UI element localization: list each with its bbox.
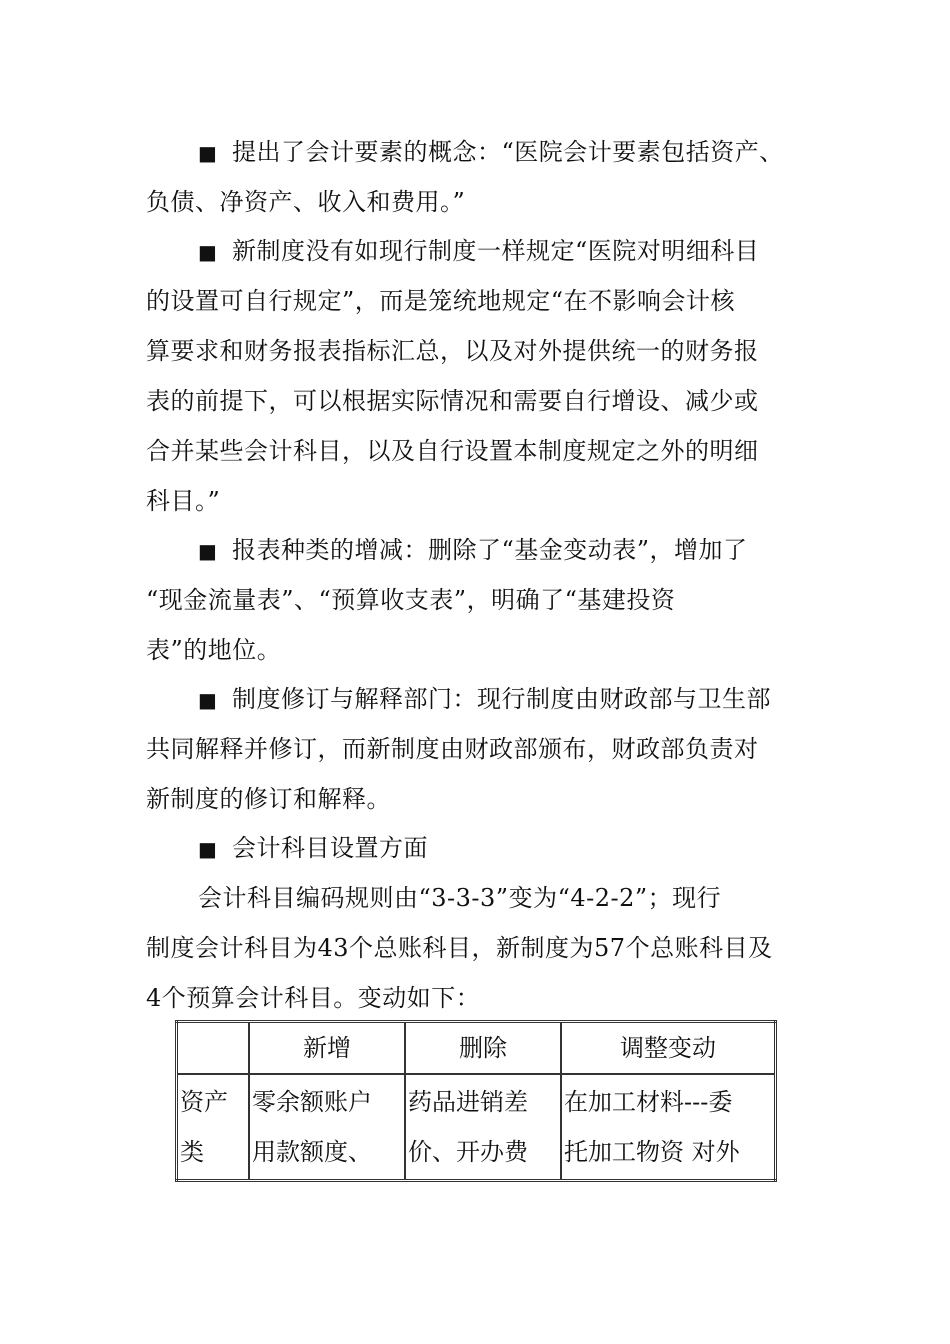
text-line: 会计科目编码规则由“3-3-3”变为“4-2-2”；现行 [198, 884, 722, 912]
text-line: 表”的地位。 [146, 636, 282, 664]
table-header-cell [177, 1022, 250, 1075]
table-cell-adjusted [561, 1074, 776, 1181]
paragraph-coding-rules [146, 873, 816, 1023]
paragraph-detail-accounts [146, 226, 816, 526]
cell-line: 用款额度、 [252, 1138, 372, 1166]
bullet-square-icon: ■ [198, 688, 218, 712]
table-cell-category [177, 1074, 250, 1181]
text-line: 提出了会计要素的概念：“医院会计要素包括资产、 [232, 138, 784, 166]
table-header-cell: 调整变动 [561, 1022, 776, 1075]
table-cell-added [249, 1074, 405, 1181]
text-line: “现金流量表”、“预算收支表”，明确了“基建投资 [146, 586, 676, 614]
paragraph-account-setup [146, 823, 816, 873]
bullet-square-icon: ■ [198, 539, 218, 563]
paragraph-report-types [146, 525, 816, 675]
text-line: 科目。” [146, 487, 221, 515]
table-cell-removed [405, 1074, 561, 1181]
text-line: 合并某些会计科目，以及自行设置本制度规定之外的明细 [146, 437, 759, 465]
table-header-cell: 新增 [249, 1022, 405, 1075]
text-line: 4个预算会计科目。变动如下： [146, 984, 481, 1012]
text-line: 报表种类的增减：删除了“基金变动表”，增加了 [232, 536, 748, 564]
bullet-square-icon: ■ [198, 837, 218, 861]
text-line: 制度会计科目为43个总账科目，新制度为57个总账科目及 [146, 934, 773, 962]
paragraph-revision-department [146, 674, 816, 824]
text-line: 的设置可自行规定”，而是笼统地规定“在不影响会计核 [146, 287, 736, 315]
text-line: 负债、净资产、收入和费用。” [146, 188, 466, 216]
cell-line: 托加工物资 对外 [564, 1138, 740, 1166]
text-line: 新制度的修订和解释。 [146, 785, 391, 813]
text-line: 共同解释并修订，而新制度由财政部颁布，财政部负责对 [146, 735, 759, 763]
cell-line: 药品进销差 [408, 1088, 528, 1116]
bullet-square-icon: ■ [198, 141, 218, 165]
text-line: 新制度没有如现行制度一样规定“医院对明细科目 [232, 237, 760, 265]
cell-line: 资产 [180, 1088, 228, 1116]
account-changes-table [175, 1020, 777, 1182]
text-line: 会计科目设置方面 [232, 834, 428, 862]
paragraph-accounting-elements [146, 127, 816, 227]
cell-line: 零余额账户 [252, 1088, 372, 1116]
table-row [177, 1074, 776, 1181]
table-header-cell: 删除 [405, 1022, 561, 1075]
text-line: 表的前提下，可以根据实际情况和需要自行增设、减少或 [146, 387, 759, 415]
cell-line: 价、开办费 [408, 1138, 528, 1166]
cell-line: 类 [180, 1138, 204, 1166]
text-line: 算要求和财务报表指标汇总，以及对外提供统一的财务报 [146, 337, 759, 365]
bullet-square-icon: ■ [198, 240, 218, 264]
cell-line: 在加工材料---委 [564, 1088, 733, 1116]
table-header-row [177, 1022, 776, 1075]
text-line: 制度修订与解释部门：现行制度由财政部与卫生部 [232, 685, 771, 713]
